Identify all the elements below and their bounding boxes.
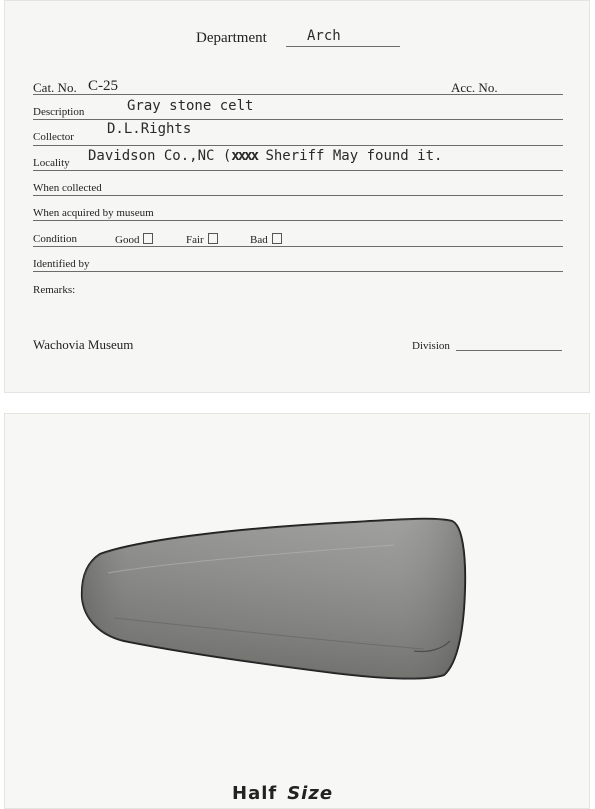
remarks-label: Remarks: [33, 284, 76, 296]
drawing-caption [232, 783, 333, 804]
description-value: Gray stone celt [127, 98, 254, 114]
caption-size: Size [287, 783, 334, 804]
row-rule [33, 246, 563, 247]
division-label: Division [412, 340, 450, 352]
description-label: Description [33, 106, 85, 118]
catalog-card [4, 0, 590, 393]
collector-label: Collector [33, 131, 74, 143]
caption-half: Half [232, 783, 278, 804]
row-rule [33, 119, 563, 120]
condition-fair-label: Fair [186, 234, 204, 246]
collector-value: D.L.Rights [107, 121, 192, 137]
when-acquired-label: When acquired by museum [33, 207, 154, 219]
department-rule [286, 46, 400, 47]
condition-fair [186, 233, 218, 246]
accno-label: Acc. No. [451, 80, 498, 95]
catno-label: Cat. No. [33, 80, 77, 95]
celt-shading [82, 519, 465, 679]
identified-label: Identified by [33, 258, 90, 270]
museum-label: Wachovia Museum [33, 337, 134, 352]
celt-drawing [4, 413, 590, 809]
locality-value [88, 148, 442, 164]
checkbox-icon [143, 233, 153, 244]
condition-bad-label: Bad [250, 234, 268, 246]
row-rule [33, 220, 563, 221]
locality-label: Locality [33, 157, 70, 169]
locality-text-start: Davidson Co.,NC ( [88, 148, 232, 164]
department-label: Department [196, 30, 267, 46]
condition-good-label: Good [115, 234, 140, 246]
condition-bad [250, 233, 282, 246]
locality-struck-text: xxxx [231, 148, 258, 164]
row-rule [33, 145, 563, 146]
when-collected-label: When collected [33, 182, 102, 194]
department-value: Arch [307, 28, 341, 44]
checkbox-icon [208, 233, 218, 244]
row-rule [33, 271, 563, 272]
drawing-card [4, 413, 590, 809]
catno-value: C-25 [88, 78, 118, 94]
division-rule [456, 350, 562, 351]
condition-label: Condition [33, 233, 78, 245]
row-rule [33, 195, 563, 196]
checkbox-icon [272, 233, 282, 244]
row-rule [33, 94, 563, 95]
condition-good [115, 233, 153, 246]
row-rule [33, 170, 563, 171]
locality-text-end: Sheriff May found it. [257, 148, 443, 164]
